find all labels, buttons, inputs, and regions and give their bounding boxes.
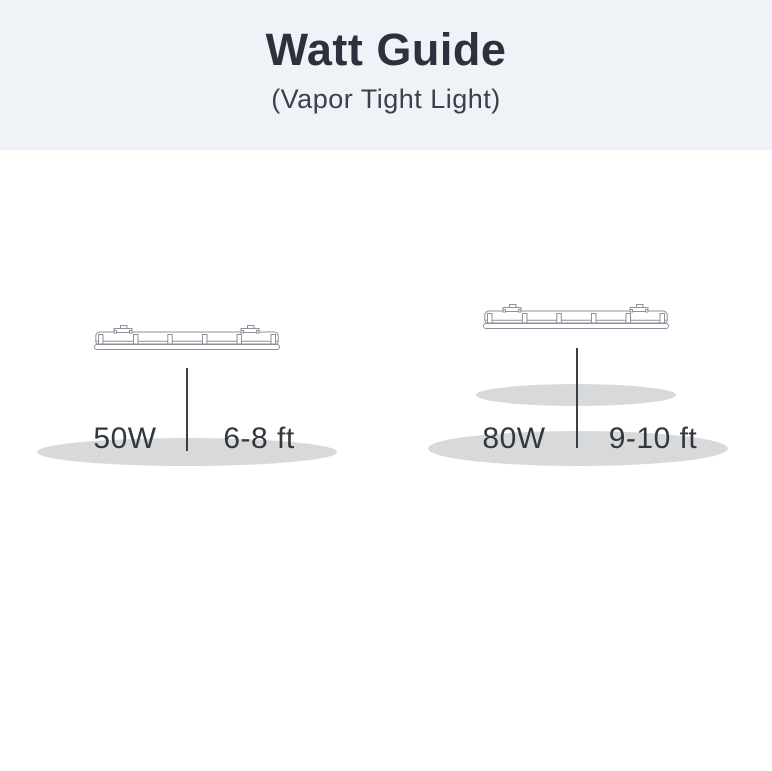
- wattage-label: 80W: [482, 422, 546, 455]
- page-subtitle: (Vapor Tight Light): [271, 84, 501, 114]
- wattage-label: 50W: [93, 422, 157, 455]
- vapor-tight-light-icon: [483, 304, 669, 329]
- distance-label: 6-8 ft: [223, 422, 295, 455]
- page-title: Watt Guide: [265, 24, 507, 75]
- distance-label: 9-10 ft: [608, 422, 698, 455]
- header-band: [0, 0, 772, 150]
- vapor-tight-light-icon: [94, 325, 280, 350]
